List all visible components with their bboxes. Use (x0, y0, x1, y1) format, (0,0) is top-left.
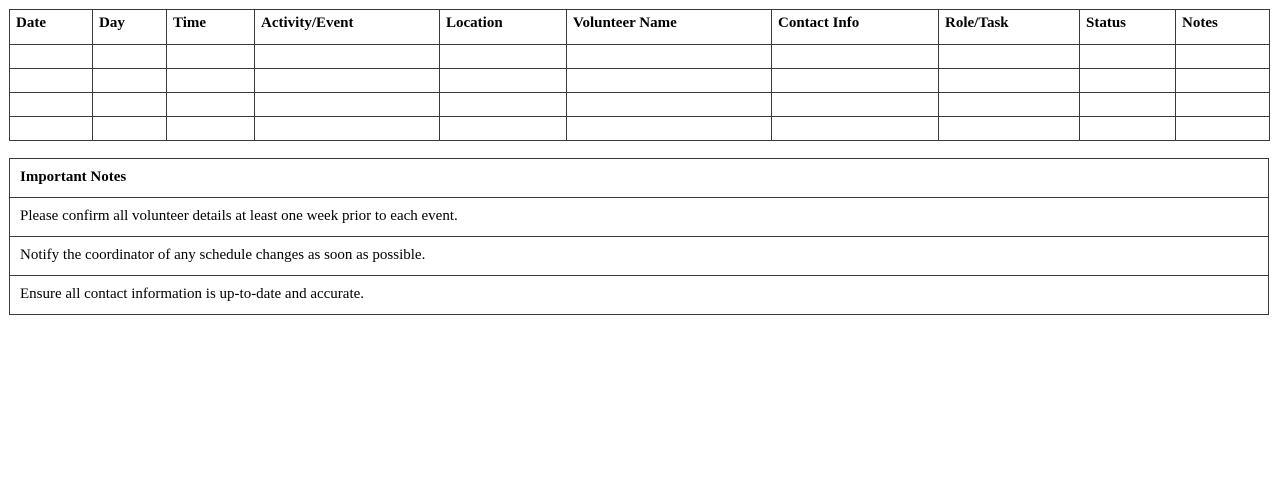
note-item: Notify the coordinator of any schedule changes as soon as possible. (10, 237, 1269, 276)
cell-day[interactable] (93, 69, 167, 93)
table-header-row (10, 10, 1270, 45)
table-row[interactable] (10, 69, 1270, 93)
cell-role-task[interactable] (939, 69, 1080, 93)
cell-location[interactable] (440, 117, 567, 141)
cell-day[interactable] (93, 45, 167, 69)
table-row[interactable] (10, 93, 1270, 117)
column-header-day: Day (93, 10, 167, 45)
cell-time[interactable] (167, 69, 255, 93)
column-header-location: Location (440, 10, 567, 45)
cell-time[interactable] (167, 45, 255, 69)
column-header-contact-info: Contact Info (772, 10, 939, 45)
cell-volunteer-name[interactable] (567, 45, 772, 69)
cell-volunteer-name[interactable] (567, 117, 772, 141)
cell-activity-event[interactable] (255, 69, 440, 93)
cell-volunteer-name[interactable] (567, 69, 772, 93)
table-row[interactable] (10, 45, 1270, 69)
cell-date[interactable] (10, 45, 93, 69)
cell-notes[interactable] (1176, 69, 1270, 93)
cell-activity-event[interactable] (255, 117, 440, 141)
notes-row (10, 237, 1269, 276)
cell-time[interactable] (167, 93, 255, 117)
notes-row (10, 276, 1269, 315)
cell-contact-info[interactable] (772, 69, 939, 93)
table-row[interactable] (10, 117, 1270, 141)
cell-activity-event[interactable] (255, 45, 440, 69)
notes-header-label: Important Notes (10, 159, 1269, 198)
cell-status[interactable] (1080, 69, 1176, 93)
cell-contact-info[interactable] (772, 45, 939, 69)
column-header-time: Time (167, 10, 255, 45)
cell-location[interactable] (440, 45, 567, 69)
table-spacer (9, 141, 1269, 158)
cell-notes[interactable] (1176, 45, 1270, 69)
cell-date[interactable] (10, 93, 93, 117)
important-notes-table (9, 158, 1269, 315)
cell-status[interactable] (1080, 117, 1176, 141)
cell-status[interactable] (1080, 45, 1176, 69)
column-header-notes: Notes (1176, 10, 1270, 45)
column-header-date: Date (10, 10, 93, 45)
cell-date[interactable] (10, 69, 93, 93)
cell-activity-event[interactable] (255, 93, 440, 117)
column-header-volunteer-name: Volunteer Name (567, 10, 772, 45)
cell-volunteer-name[interactable] (567, 93, 772, 117)
note-item: Please confirm all volunteer details at least one week prior to each event. (10, 198, 1269, 237)
cell-role-task[interactable] (939, 45, 1080, 69)
cell-role-task[interactable] (939, 117, 1080, 141)
cell-notes[interactable] (1176, 117, 1270, 141)
cell-role-task[interactable] (939, 93, 1080, 117)
cell-status[interactable] (1080, 93, 1176, 117)
cell-location[interactable] (440, 69, 567, 93)
note-item: Ensure all contact information is up-to-date and accurate. (10, 276, 1269, 315)
cell-contact-info[interactable] (772, 117, 939, 141)
cell-date[interactable] (10, 117, 93, 141)
column-header-activity-event: Activity/Event (255, 10, 440, 45)
cell-contact-info[interactable] (772, 93, 939, 117)
notes-header-row (10, 159, 1269, 198)
column-header-role-task: Role/Task (939, 10, 1080, 45)
volunteer-schedule-table (9, 9, 1270, 141)
notes-row (10, 198, 1269, 237)
cell-notes[interactable] (1176, 93, 1270, 117)
cell-location[interactable] (440, 93, 567, 117)
cell-time[interactable] (167, 117, 255, 141)
column-header-status: Status (1080, 10, 1176, 45)
cell-day[interactable] (93, 117, 167, 141)
cell-day[interactable] (93, 93, 167, 117)
